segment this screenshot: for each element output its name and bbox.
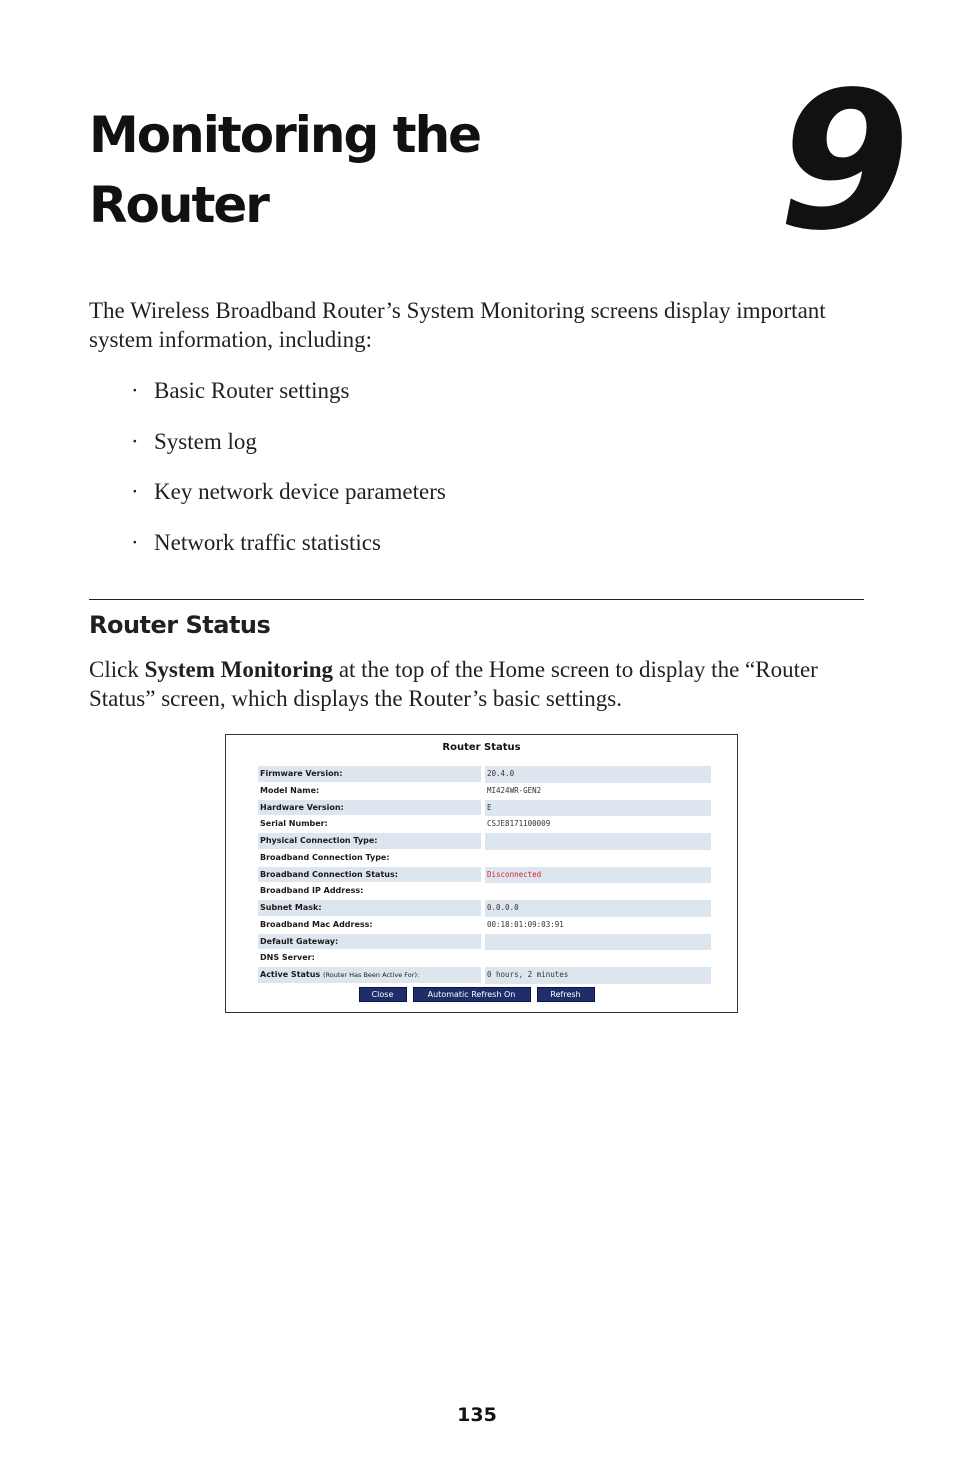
- bullet-list: [131, 376, 446, 578]
- row-label: Broadband Mac Address:: [258, 917, 481, 934]
- row-label: Broadband IP Address:: [258, 883, 481, 900]
- row-label: Subnet Mask:: [258, 900, 481, 917]
- status-table: [258, 766, 711, 984]
- router-status-screenshot: [225, 734, 738, 1013]
- bullet-text: System log: [154, 428, 257, 454]
- connection-status-value: Disconnected: [485, 867, 711, 884]
- row-label: Hardware Version:: [258, 800, 481, 817]
- row-label: Physical Connection Type:: [258, 833, 481, 850]
- row-label: Broadband Connection Status:: [258, 867, 481, 884]
- chapter-title-line1: Monitoring the: [89, 106, 481, 164]
- table-row: [258, 934, 711, 951]
- row-label: DNS Server:: [258, 950, 481, 967]
- list-item: [131, 427, 446, 478]
- row-value: [485, 883, 711, 900]
- close-button[interactable]: Close: [359, 987, 407, 1002]
- para-text-after: at the top of the Home screen to display the “Router Status” screen, which displays the Router’s basic settings.: [89, 657, 818, 711]
- table-row: [258, 883, 711, 900]
- bullet-marker: ·: [131, 428, 139, 454]
- row-value: 0.0.0.0: [485, 900, 711, 917]
- row-label: Serial Number:: [258, 816, 481, 833]
- para-text-before: Click: [89, 657, 145, 682]
- row-value: 0 hours, 2 minutes: [485, 967, 711, 984]
- row-label-note: (Router Has Been Active For):: [323, 971, 420, 979]
- chapter-number: 9: [778, 51, 903, 272]
- section-paragraph: [89, 655, 869, 713]
- list-item: [131, 477, 446, 528]
- table-row: [258, 950, 711, 967]
- refresh-button[interactable]: Refresh: [537, 987, 595, 1002]
- bullet-marker: ·: [131, 378, 139, 403]
- table-row: [258, 867, 711, 884]
- para-bold-text: System Monitoring: [144, 657, 334, 682]
- table-row: [258, 900, 711, 917]
- row-label: Model Name:: [258, 783, 481, 800]
- table-row: [258, 833, 711, 850]
- row-value: 00:18:01:09:03:91: [487, 919, 564, 929]
- row-value: 20.4.0: [485, 766, 711, 783]
- section-heading: Router Status: [89, 611, 271, 639]
- row-value: MI424WR-GEN2: [487, 785, 542, 795]
- bullet-marker: ·: [131, 479, 139, 504]
- row-label: Broadband Connection Type:: [258, 850, 481, 867]
- section-divider: [89, 599, 864, 600]
- row-label-text: Active Status: [260, 970, 321, 979]
- bullet-text: Network traffic statistics: [154, 529, 381, 555]
- chapter-title-line2: Router: [89, 176, 268, 234]
- row-value: [485, 950, 711, 967]
- screenshot-title: Router Status: [442, 742, 521, 753]
- bullet-marker: ·: [131, 529, 139, 555]
- table-row: [258, 967, 711, 984]
- chapter-title: [89, 100, 480, 240]
- table-row: [258, 917, 711, 934]
- bullet-text: Basic Router settings: [154, 378, 350, 403]
- table-row: [258, 850, 711, 867]
- row-label: Firmware Version:: [258, 766, 481, 783]
- list-item: [131, 376, 446, 427]
- automatic-refresh-button[interactable]: Automatic Refresh On: [413, 987, 531, 1002]
- intro-paragraph: The Wireless Broadband Router’s System Monitoring screens display important system information, including:: [89, 298, 826, 352]
- row-label: Default Gateway:: [258, 934, 481, 951]
- row-value: [485, 934, 711, 951]
- button-row: [226, 987, 737, 1002]
- list-item: [131, 528, 446, 579]
- table-row: [258, 816, 711, 833]
- page-number: 135: [457, 1404, 497, 1426]
- row-value: [485, 833, 711, 850]
- row-label: [258, 967, 481, 984]
- table-row: [258, 783, 711, 800]
- row-value: E: [485, 800, 711, 817]
- row-value: CSJE8171100009: [487, 819, 551, 829]
- row-value: [485, 850, 711, 867]
- table-row: [258, 766, 711, 783]
- bullet-text: Key network device parameters: [154, 479, 446, 504]
- table-row: [258, 800, 711, 817]
